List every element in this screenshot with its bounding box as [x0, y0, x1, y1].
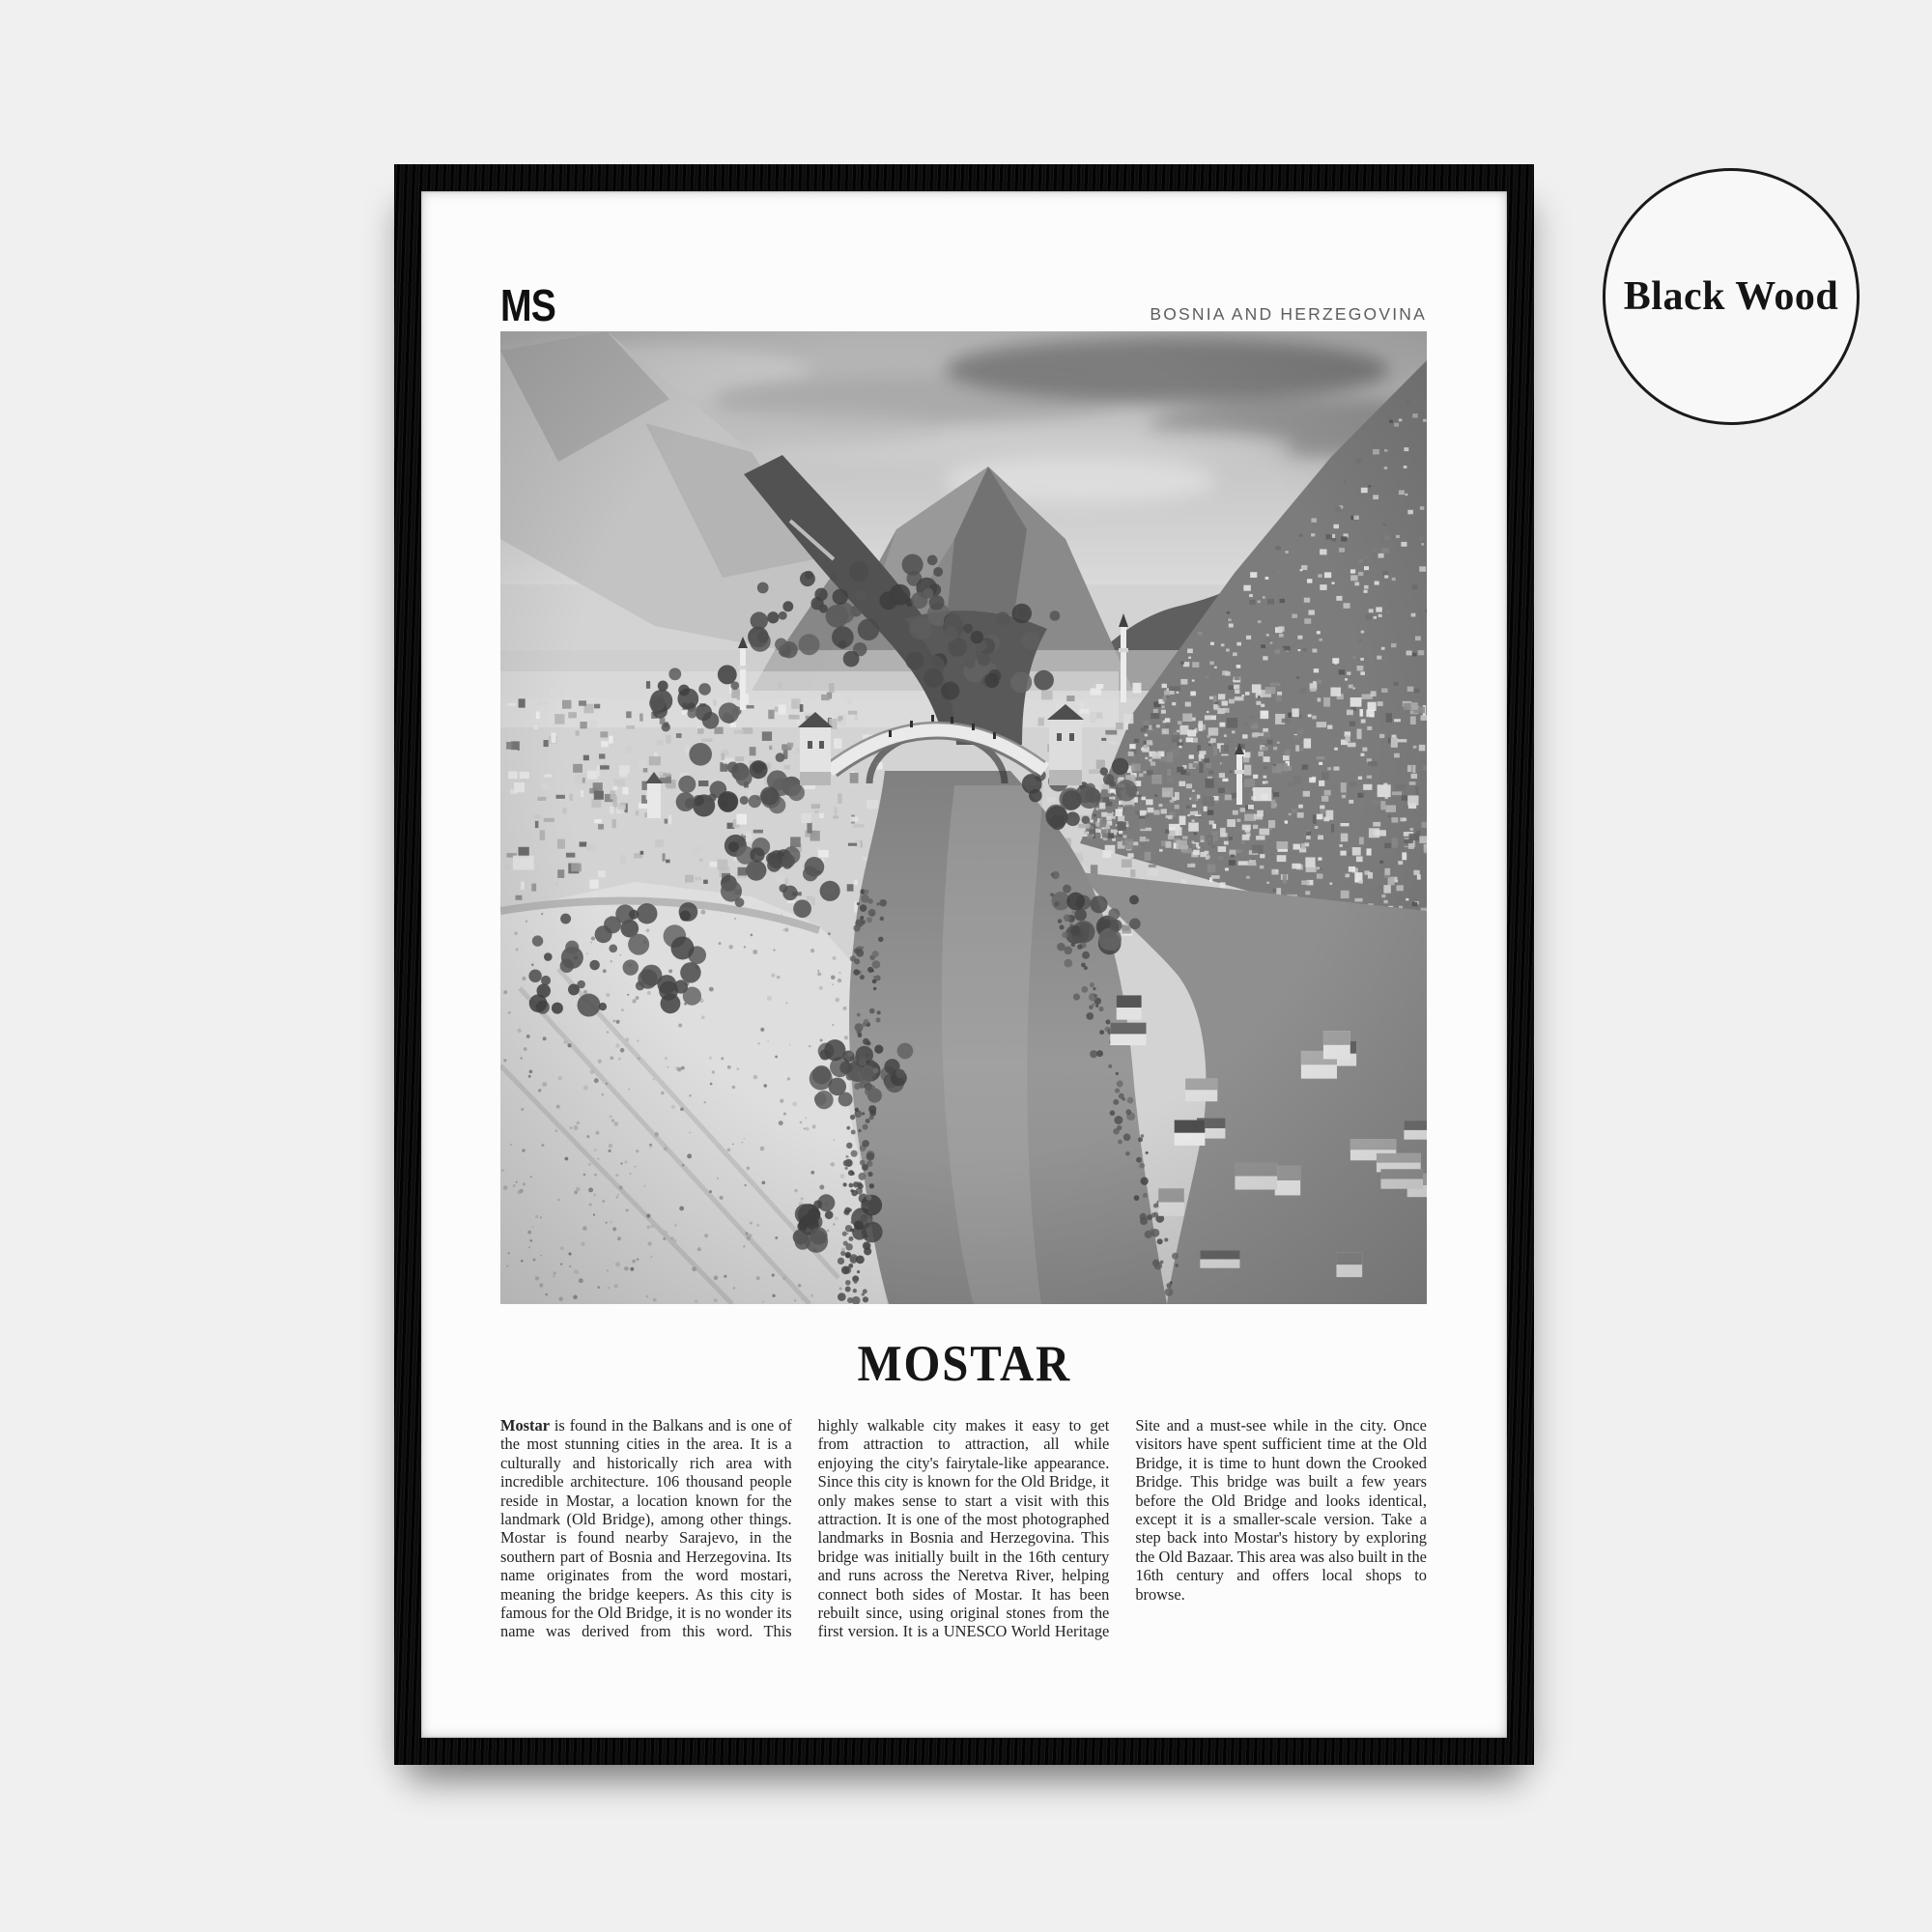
article-lead-word: Mostar: [500, 1416, 550, 1435]
poster-header: [500, 280, 1427, 330]
poster-article: [500, 1416, 1427, 1652]
picture-frame: [394, 164, 1534, 1765]
mostar-aerial-photo: [500, 331, 1427, 1304]
poster-initials: MS: [500, 280, 555, 330]
mostar-photo-svg: [500, 331, 1427, 1304]
black-wood-badge: [1603, 168, 1860, 425]
poster-title: MOSTAR: [857, 1336, 1071, 1392]
poster-country: BOSNIA AND HERZEGOVINA: [1150, 304, 1427, 324]
badge-label: Black Wood: [1623, 274, 1839, 319]
article-body-text: is found in the Balkans and is one of the most stunning cities in the area. It is a culturally and historically rich area with incredible architecture. 106 thousand people reside in Mostar, a location known for the landmark (Old Bridge), among other things. Mostar is found nearby Sarajevo, in the southern part of Bosnia and Herzegovina. Its name originates from the word mostari, meaning the bridge keepers. As this city is famous for the Old Bridge, it is no wonder its name was derived from this word. This highly walkable city makes it easy to get from attraction to attraction, all while enjoying the city's fairytale-like appearance. Since this city is known for the Old Bridge, it only makes sense to start a visit with this attraction. It is one of the most photographed landmarks in Bosnia and Herzegovina. This bridge was initially built in the 16th century and runs across the Neretva River, helping connect both sides of Mostar. It has been rebuilt since, using original stones from the first version. It is a UNESCO World Heritage Site and a must-see while in the city. Once visitors have spent sufficient time at the Old Bridge, it is time to hunt down the Crooked Bridge. This bridge was built a few years before the Old Bridge and looks identical, except it is a smaller-scale version. Take a step back into Mostar's history by exploring the Old Bazaar. This area was also built in the 16th century and offers local shops to browse.: [500, 1416, 1427, 1641]
photo-vignette: [500, 331, 1427, 1304]
poster-print: [421, 191, 1507, 1738]
